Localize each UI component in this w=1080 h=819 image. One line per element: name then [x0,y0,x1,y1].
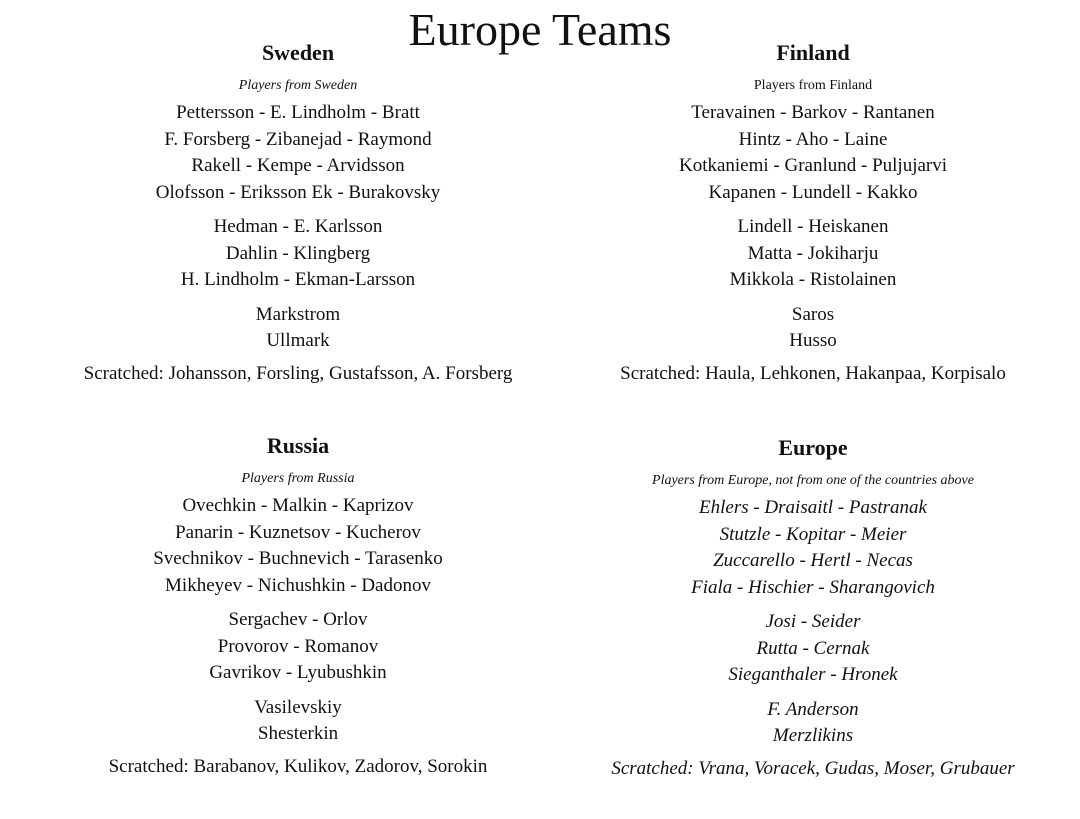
forward-line: Fiala - Hischier - Sharangovich [691,576,935,598]
team-name: Europe [778,435,848,460]
team-finland [553,40,1073,387]
defense-pair: Lindell - Heiskanen [737,216,889,237]
defense-pair: Rutta - Cernak [756,637,870,659]
defense-pair: H. Lindholm - Ekman-Larsson [180,269,416,290]
forward-line: Hintz - Aho - Laine [738,128,888,150]
defense-pair: Mikkola - Ristolainen [729,269,897,290]
team-russia [38,433,558,780]
forward-line: Kapanen - Lundell - Kakko [708,181,918,203]
team-subtitle: Players from Russia [241,471,355,486]
forwards-group [38,100,558,206]
forward-line: Kotkaniemi - Granlund - Puljujarvi [678,155,948,176]
defense-pair: Hedman - E. Karlsson [213,216,383,237]
defense-group [553,609,1073,689]
forward-line: Rakell - Kempe - Arvidsson [191,155,405,176]
team-subtitle: Players from Sweden [238,78,358,93]
defense-pair: Dahlin - Klingberg [225,242,371,264]
forward-line: Stutzle - Kopitar - Meier [719,523,907,545]
team-subtitle: Players from Finland [753,78,873,93]
forwards-group [38,493,558,599]
forward-line: Panarin - Kuznetsov - Kucherov [175,521,421,543]
team-subtitle: Players from Europe, not from one of the countries above [652,473,974,488]
team-name: Russia [266,433,330,458]
scratched-list: Scratched: Haula, Lehkonen, Hakanpaa, Korpisalo [620,362,1006,384]
scratched-list: Scratched: Vrana, Voracek, Gudas, Moser, Grubauer [611,757,1015,779]
defense-pair: Sieganthaler - Hronek [728,664,898,685]
forward-line: Ovechkin - Malkin - Kaprizov [182,495,414,516]
team-sweden [38,40,558,387]
forwards-group [553,100,1073,206]
forward-line: Pettersson - E. Lindholm - Bratt [176,102,420,123]
goalies-group [553,302,1073,355]
goalie: Vasilevskiy [254,696,342,718]
goalies-group [553,697,1073,750]
team-name: Finland [776,40,850,65]
goalies-group [38,695,558,748]
forward-line: Teravainen - Barkov - Rantanen [691,102,935,123]
goalie: Ullmark [266,330,330,351]
forward-line: Zuccarello - Hertl - Necas [713,550,913,571]
goalie: Merzlikins [772,725,854,746]
defense-group [38,607,558,687]
page-title: Europe Teams [408,4,672,55]
team-name: Sweden [261,40,335,65]
forward-line: Olofsson - Eriksson Ek - Burakovsky [155,181,441,203]
forward-line: Mikheyev - Nichushkin - Dadonov [165,574,431,596]
forward-line: Svechnikov - Buchnevich - Tarasenko [153,548,443,569]
defense-pair: Provorov - Romanov [217,635,379,657]
goalies-group [38,302,558,355]
forwards-group [553,495,1073,601]
scratched-list: Scratched: Johansson, Forsling, Gustafsson, A. Forsberg [83,362,513,384]
forward-line: F. Forsberg - Zibanejad - Raymond [164,128,432,150]
defense-pair: Matta - Jokiharju [747,242,879,264]
defense-group [553,214,1073,294]
scratched-list: Scratched: Barabanov, Kulikov, Zadorov, Sorokin [108,755,488,777]
defense-pair: Josi - Seider [765,611,861,632]
defense-group [38,214,558,294]
goalie: F. Anderson [767,698,859,720]
goalie: Shesterkin [257,723,339,744]
goalie: Markstrom [255,303,341,325]
defense-pair: Sergachev - Orlov [228,609,368,630]
goalie: Husso [789,330,837,351]
team-europe [553,433,1073,782]
forward-line: Ehlers - Draisaitl - Pastranak [699,497,927,518]
defense-pair: Gavrikov - Lyubushkin [209,662,387,683]
goalie: Saros [791,303,835,325]
